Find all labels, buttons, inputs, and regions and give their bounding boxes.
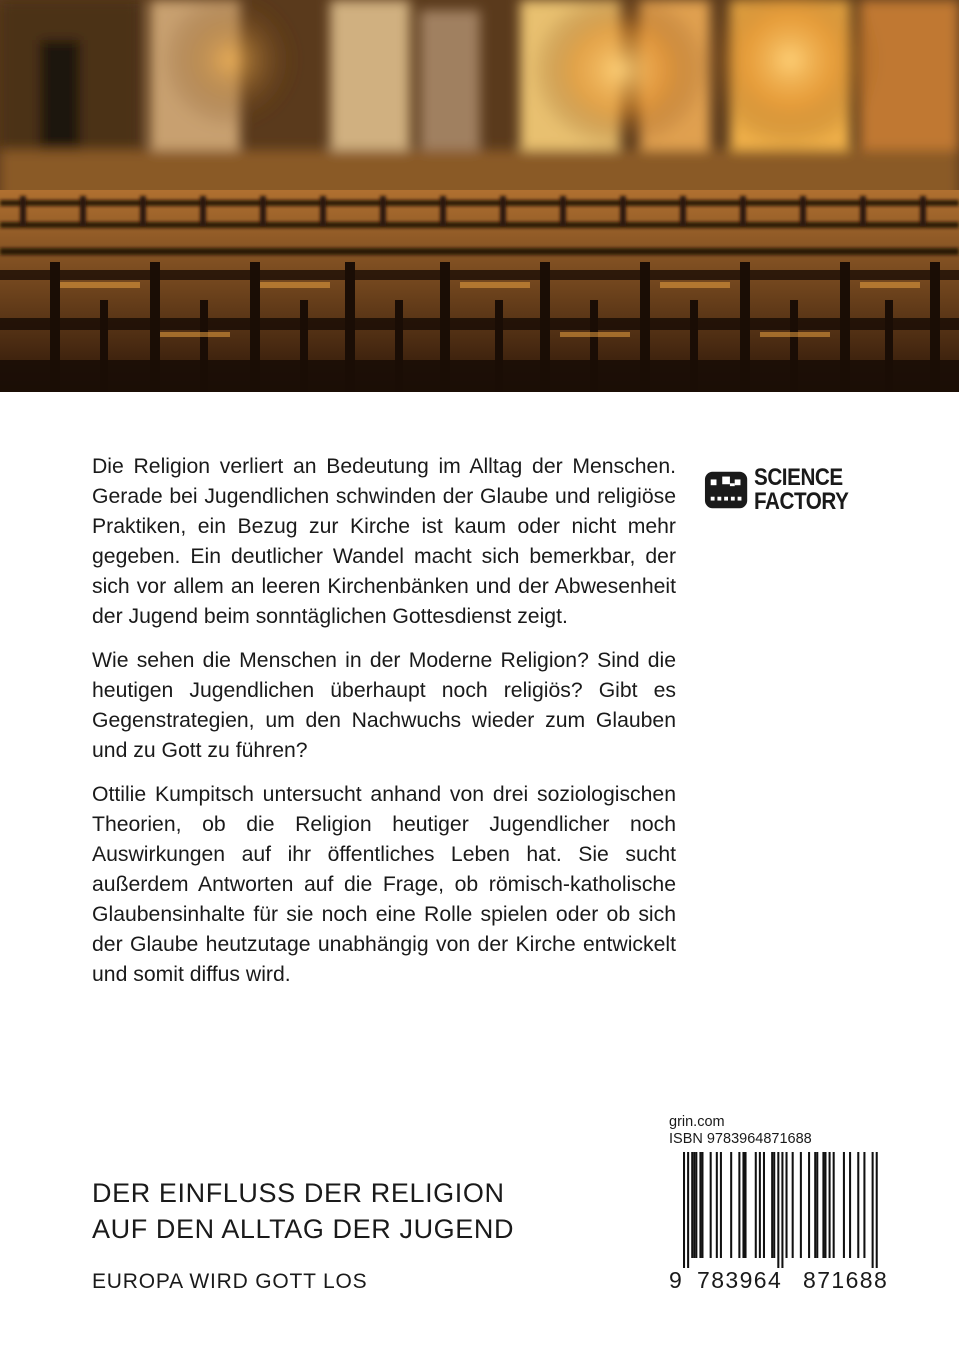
- barcode-guard-bar: [872, 1152, 874, 1268]
- publisher-url: grin.com: [669, 1114, 725, 1130]
- barcode-bar: [822, 1152, 824, 1258]
- barcode-bar: [816, 1152, 818, 1258]
- barcode-bars: [669, 1152, 893, 1268]
- barcode-bar: [691, 1152, 693, 1258]
- barcode-bar: [759, 1152, 761, 1258]
- barcode-bar: [792, 1152, 794, 1258]
- blurb-paragraph-3: Ottilie Kumpitsch untersucht anhand von drei soziologischen Theorien, ob die Religion heutiger Jugendlicher noch Auswirkungen auf ihr öffentliches Leben hat. Sie sucht außerdem Antworten auf die Frage, ob römisch-katholische Glaubensinhalte für sie noch eine Rolle spielen oder ob sich der Glaube heutzutage unabhängig von der Kirche entwickelt und somit diffus wird.: [92, 783, 676, 986]
- barcode-bar: [745, 1152, 747, 1258]
- barcode-bar: [695, 1152, 697, 1258]
- book-title: [92, 1175, 632, 1247]
- logo-wordmark: [754, 466, 848, 514]
- barcode-bar: [863, 1152, 865, 1258]
- cover-photo-church-pews: [0, 0, 959, 392]
- science-factory-logo-icon: [704, 467, 748, 513]
- barcode-guard-bar: [876, 1152, 878, 1268]
- barcode-bar: [771, 1152, 773, 1258]
- barcode-guard-bar: [777, 1152, 779, 1268]
- book-title-line-1: DER EINFLUSS DER RELIGION: [92, 1178, 505, 1208]
- barcode-bar: [699, 1152, 701, 1258]
- back-cover-blurb: [92, 452, 676, 1004]
- blurb-paragraph-1: Die Religion verliert an Bedeutung im Alltag der Menschen. Gerade bei Jugendlichen schwinden der Glaube und religiöse Praktiken, ein Bezug zur Kirche ist kaum oder nicht mehr gegeben. Ein deutlicher Wandel macht sich bemerkbar, der sich vor allem an leeren Kirchenbänken und der Abwesenheit der Jugend beim sonntäglichen Gottesdienst zeigt.: [92, 455, 676, 628]
- barcode-guard-bar: [781, 1152, 783, 1268]
- barcode-digits-group-1: 783964: [697, 1267, 783, 1293]
- barcode-digits-group-2: 871688: [803, 1267, 889, 1293]
- barcode-bar: [808, 1152, 810, 1258]
- barcode-bar: [716, 1152, 718, 1258]
- barcode-digit-prefix: 9: [669, 1267, 683, 1293]
- barcode-bar: [763, 1152, 765, 1258]
- barcode-bar: [738, 1152, 740, 1258]
- isbn-label: ISBN 9783964871688: [669, 1131, 812, 1147]
- barcode-digits: [669, 1268, 899, 1292]
- barcode-bar: [849, 1152, 851, 1258]
- barcode-bar: [755, 1152, 757, 1258]
- barcode-guard-bar: [683, 1152, 685, 1268]
- barcode-bar: [843, 1152, 845, 1258]
- logo-line-1: SCIENCE: [754, 464, 843, 491]
- barcode-bar: [701, 1152, 703, 1258]
- book-subtitle: EUROPA WIRD GOTT LOS: [92, 1270, 368, 1293]
- barcode-bar: [833, 1152, 835, 1258]
- barcode-bar: [720, 1152, 722, 1258]
- isbn-barcode-block: [669, 1114, 899, 1304]
- barcode-bar: [824, 1152, 826, 1258]
- barcode-bar: [814, 1152, 816, 1258]
- barcode-bar: [786, 1152, 788, 1258]
- barcode-bar: [829, 1152, 831, 1258]
- barcode-guard-bar: [687, 1152, 689, 1268]
- barcode-bar: [710, 1152, 712, 1258]
- science-factory-logo: [704, 462, 864, 518]
- blurb-paragraph-2: Wie sehen die Menschen in der Moderne Religion? Sind die heutigen Jugendlichen überhaupt noch religiös? Gibt es Gegenstrategien, um den Nachwuchs wieder zum Glauben und zu Gott zu führen?: [92, 649, 676, 762]
- logo-line-2: FACTORY: [754, 488, 849, 515]
- church-pews-photo: [0, 0, 959, 392]
- book-title-line-2: AUF DEN ALLTAG DER JUGEND: [92, 1214, 515, 1244]
- barcode-bar: [857, 1152, 859, 1258]
- barcode-bar: [693, 1152, 695, 1258]
- barcode-bar: [742, 1152, 744, 1258]
- barcode-bar: [800, 1152, 802, 1258]
- barcode-bar: [730, 1152, 732, 1258]
- barcode-bar: [773, 1152, 775, 1258]
